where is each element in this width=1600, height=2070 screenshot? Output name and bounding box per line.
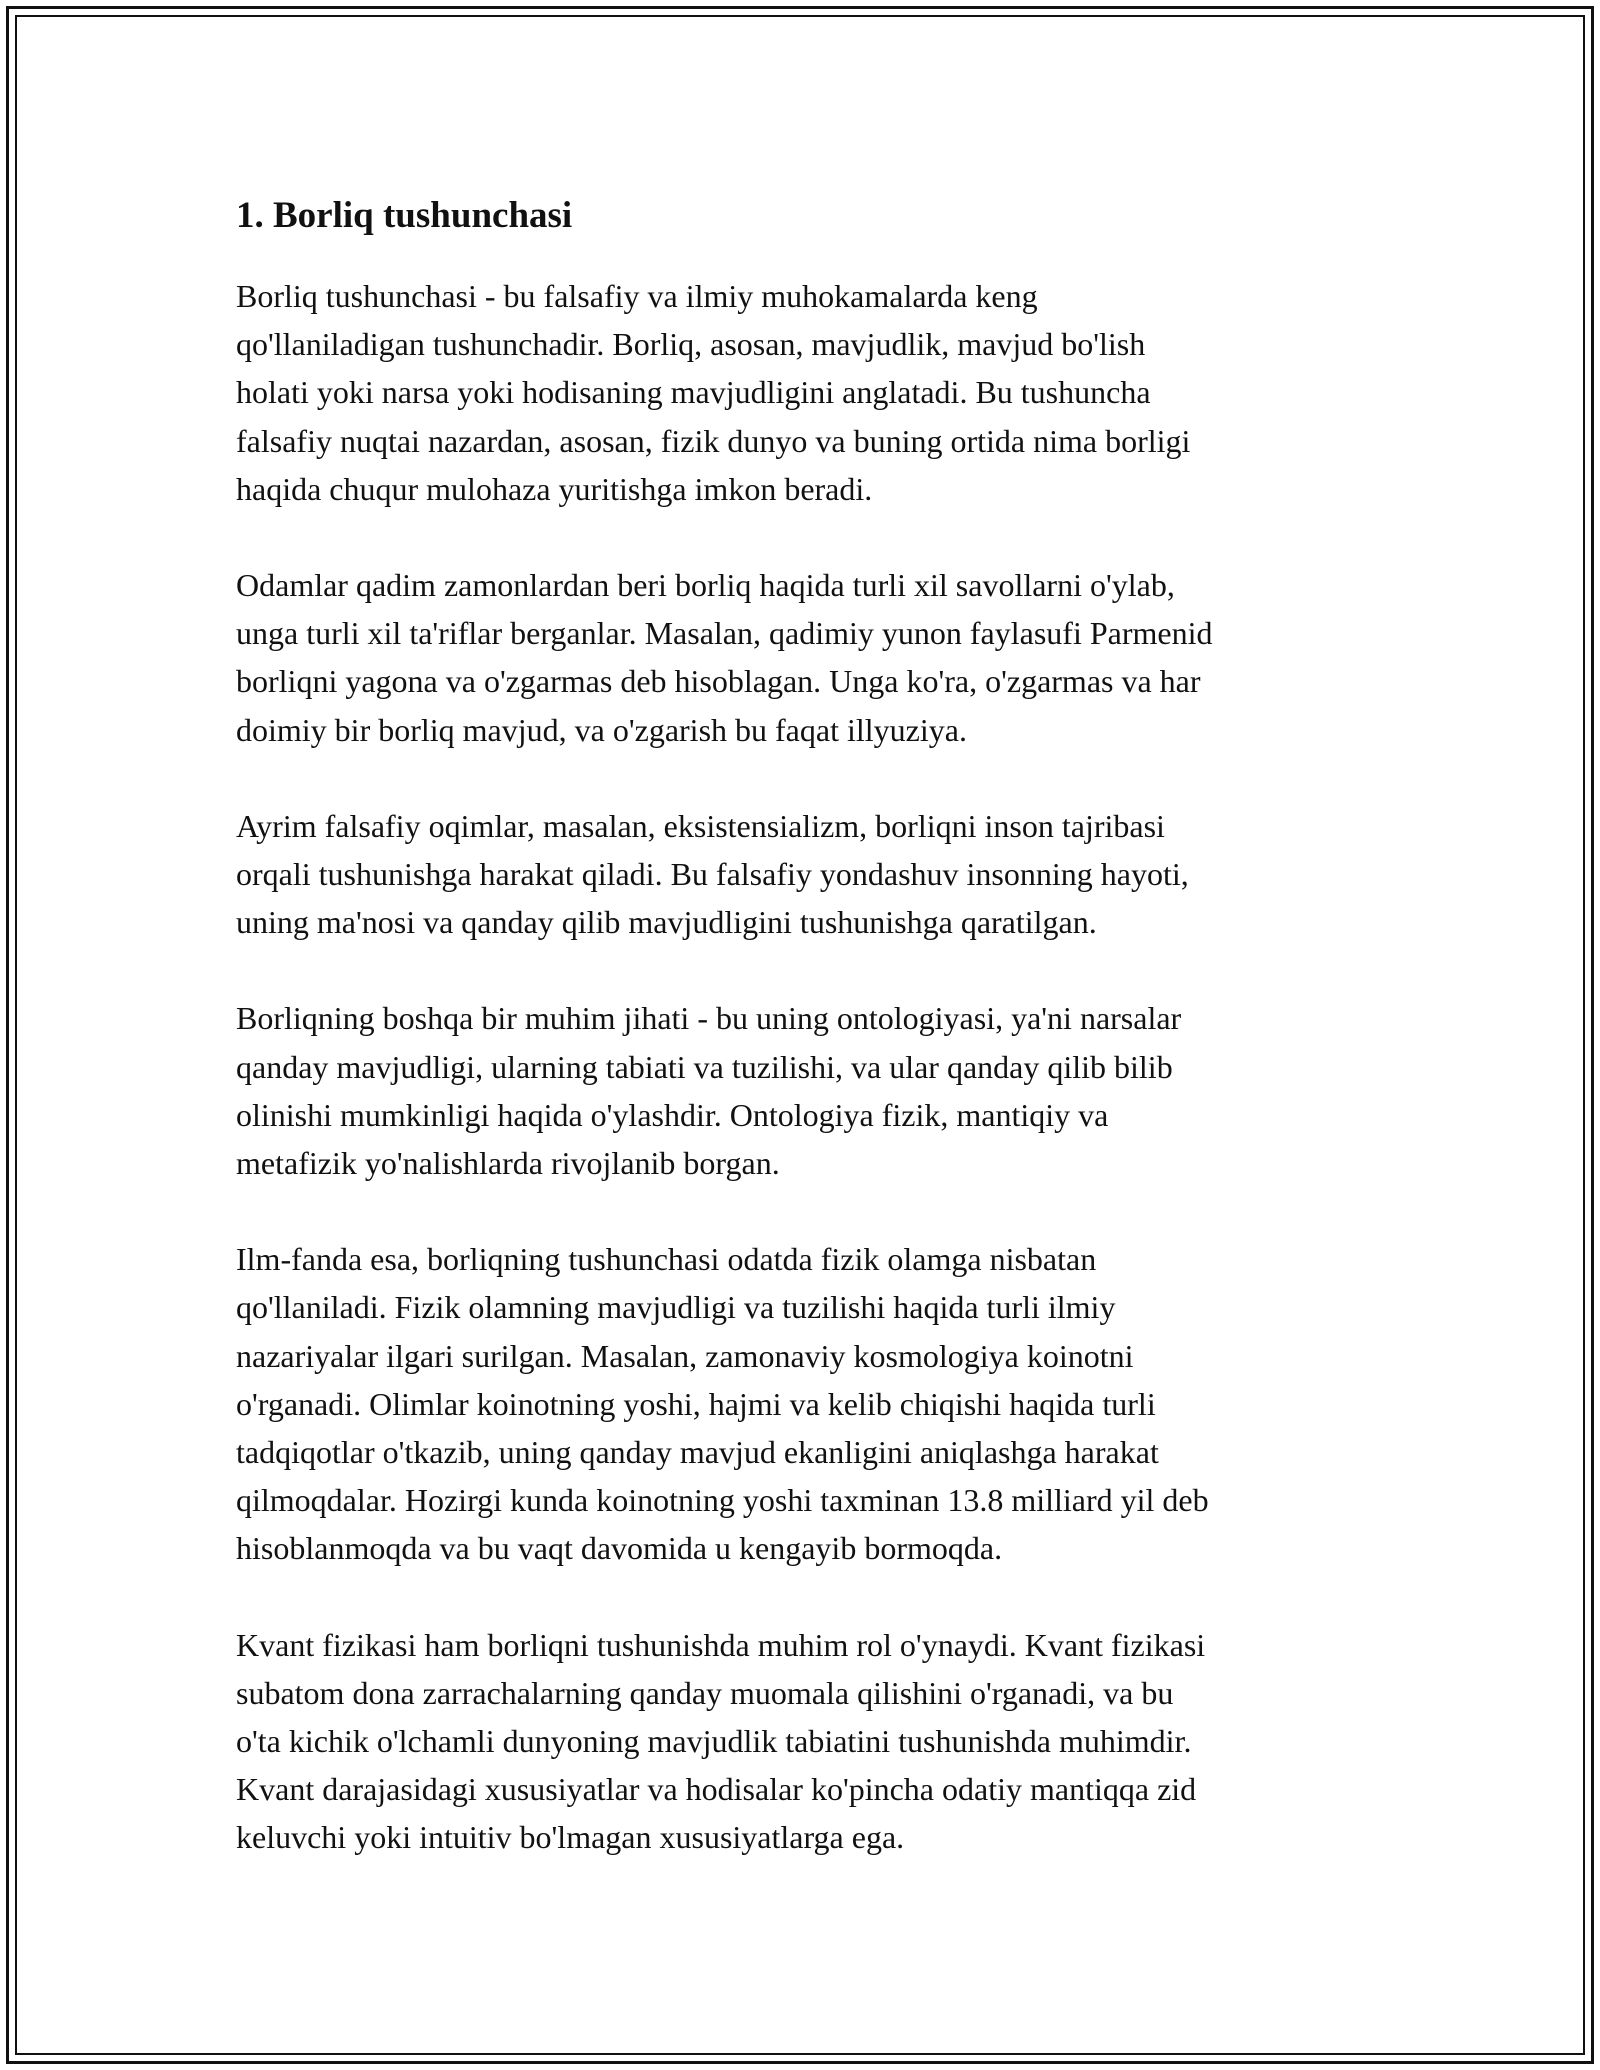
- text-line: tadqiqotlar o'tkazib, uning qanday mavjud ekanligini aniqlashga harakat: [236, 1434, 1159, 1471]
- paragraph-2: [236, 561, 1376, 754]
- text-line: falsafiy nuqtai nazardan, asosan, fizik dunyo va buning ortida nima borligi: [236, 422, 1191, 459]
- text-line: metafizik yo'nalishlarda rivojlanib borgan.: [236, 1145, 780, 1182]
- text-line: haqida chuqur mulohaza yuritishga imkon beradi.: [236, 470, 873, 507]
- text-line: Ilm-fanda esa, borliqning tushunchasi odatda fizik olamga nisbatan: [236, 1241, 1097, 1278]
- text-line: Kvant darajasidagi xususiyatlar va hodisalar ko'pincha odatiy mantiqqa zid: [236, 1771, 1197, 1808]
- text-line: qilmoqdalar. Hozirgi kunda koinotning yoshi taxminan 13.8 milliard yil deb: [236, 1482, 1209, 1519]
- text-line: orqali tushunishga harakat qiladi. Bu falsafiy yondashuv insonning hayoti,: [236, 856, 1189, 893]
- text-line: doimiy bir borliq mavjud, va o'zgarish bu faqat illyuziya.: [236, 711, 967, 748]
- text-line: o'rganadi. Olimlar koinotning yoshi, hajmi va kelib chiqishi haqida turli: [236, 1385, 1156, 1422]
- paragraph-6: [236, 1621, 1376, 1862]
- text-line: Borliq tushunchasi - bu falsafiy va ilmiy muhokamalarda keng: [236, 278, 1038, 314]
- text-line: subatom dona zarrachalarning qanday muomala qilishini o'rganadi, va bu: [236, 1674, 1174, 1711]
- text-line: Kvant fizikasi ham borliqni tushunishda muhim rol o'ynaydi. Kvant fizikasi: [236, 1626, 1206, 1663]
- text-line: o'ta kichik o'lchamli dunyoning mavjudlik tabiatini tushunishda muhimdir.: [236, 1723, 1192, 1760]
- text-line: hisoblanmoqda va bu vaqt davomida u kengayib bormoqda.: [236, 1530, 1003, 1567]
- text-line: keluvchi yoki intuitiv bo'lmagan xususiyatlarga ega.: [236, 1819, 905, 1856]
- section-heading: 1. Borliq tushunchasi: [236, 195, 573, 236]
- text-line: qo'llaniladi. Fizik olamning mavjudligi va tuzilishi haqida turli ilmiy: [236, 1289, 1116, 1326]
- text-line: olinishi mumkinligi haqida o'ylashdir. Ontologiya fizik, mantiqiy va: [236, 1096, 1109, 1133]
- text-line: qanday mavjudligi, ularning tabiati va tuzilishi, va ular qanday qilib bilib: [236, 1048, 1173, 1085]
- text-line: holati yoki narsa yoki hodisaning mavjudligini anglatadi. Bu tushuncha: [236, 374, 1151, 411]
- document-body: [236, 188, 1376, 1862]
- paragraph-4: [236, 994, 1376, 1187]
- text-line: unga turli xil ta'riflar berganlar. Masalan, qadimiy yunon faylasufi Parmenid: [236, 615, 1213, 652]
- text-line: Ayrim falsafiy oqimlar, masalan, eksistensializm, borliqni inson tajribasi: [236, 807, 1165, 844]
- text-line: Borliqning boshqa bir muhim jihati - bu uning ontologiyasi, ya'ni narsalar: [236, 1000, 1182, 1037]
- text-line: qo'llaniladigan tushunchadir. Borliq, asosan, mavjudlik, mavjud bo'lish: [236, 326, 1146, 363]
- text-line: Odamlar qadim zamonlardan beri borliq haqida turli xil savollarni o'ylab,: [236, 567, 1175, 604]
- paragraph-1: [236, 272, 1376, 513]
- text-line: uning ma'nosi va qanday qilib mavjudligini tushunishga qaratilgan.: [236, 904, 1097, 941]
- paragraph-3: [236, 802, 1376, 947]
- text-line: borliqni yagona va o'zgarmas deb hisoblagan. Unga ko'ra, o'zgarmas va har: [236, 663, 1201, 700]
- text-line: nazariyalar ilgari surilgan. Masalan, zamonaviy kosmologiya koinotni: [236, 1337, 1134, 1374]
- paragraph-5: [236, 1235, 1376, 1572]
